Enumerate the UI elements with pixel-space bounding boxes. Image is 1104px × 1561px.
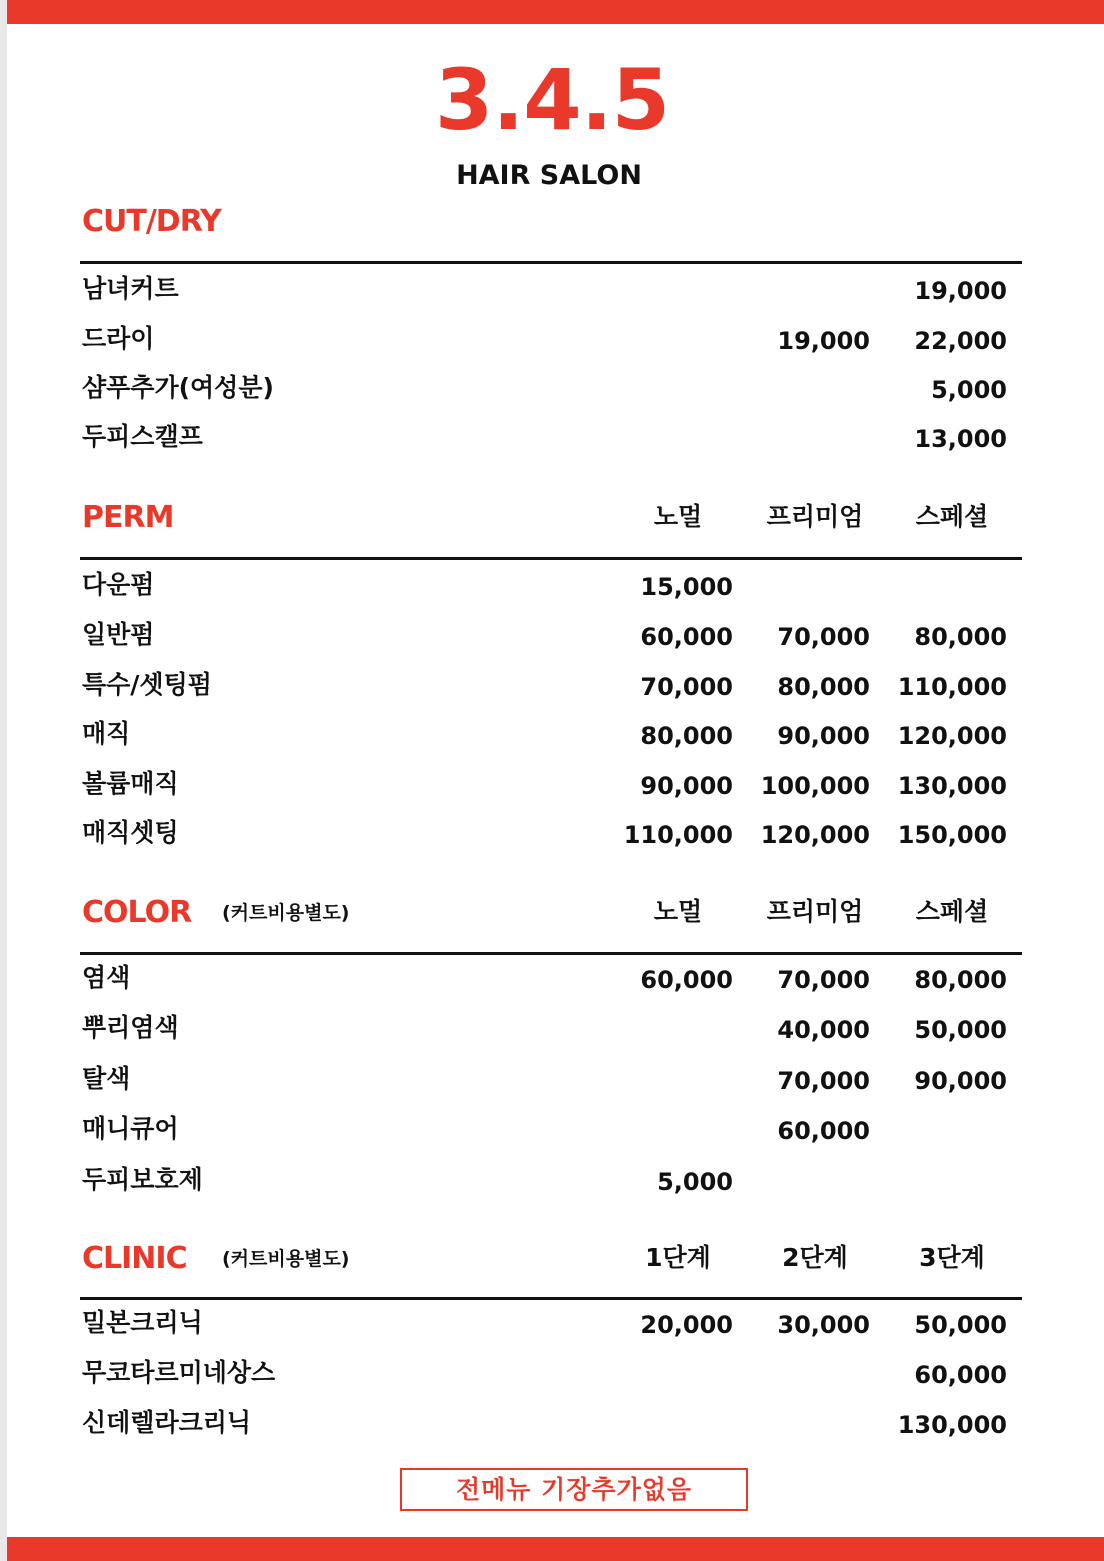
menu-item-name: 드라이: [82, 324, 155, 353]
menu-item-name: 일반펌: [82, 620, 155, 649]
menu-item-name: 매직: [82, 719, 131, 748]
price-col1: 60,000: [640, 966, 733, 994]
section-title: CUT/DRY: [82, 204, 221, 239]
price-col1: 110,000: [623, 821, 733, 849]
section-clinic: [80, 1243, 1022, 1450]
menu-row: [80, 1005, 1022, 1056]
menu-row: [80, 1056, 1022, 1107]
menu-item-name: 볼륨매직: [82, 768, 179, 798]
menu-item-name: 신데렐라크리닉: [82, 1408, 252, 1437]
price-col1: 60,000: [640, 623, 733, 651]
menu-item-name: 남녀커트: [82, 274, 179, 303]
column-header-normal: 노멀: [653, 897, 703, 926]
column-header-premium: 프리미엄: [766, 897, 864, 926]
price-col2: 90,000: [777, 722, 870, 750]
menu-row: [80, 1157, 1022, 1208]
section-note: (커트비용별도): [222, 902, 350, 924]
column-header-step3: 3단계: [919, 1243, 985, 1272]
price-col3: 60,000: [914, 1361, 1007, 1389]
price-col3: 50,000: [914, 1016, 1007, 1044]
menu-item-name: 특수/셋팅펌: [82, 669, 212, 699]
menu-row: [80, 560, 1022, 612]
bottom-accent-bar: [7, 1537, 1104, 1561]
menu-row: [80, 316, 1022, 365]
price-col3: 80,000: [914, 623, 1007, 651]
price-col1: 15,000: [640, 573, 733, 601]
menu-row: [80, 955, 1022, 1005]
price-col3: 90,000: [914, 1066, 1007, 1095]
price-col3: 22,000: [914, 327, 1007, 355]
salon-logo: 3.4.5: [434, 51, 670, 149]
menu-row: [80, 711, 1022, 761]
salon-subtitle: HAIR SALON: [456, 160, 642, 191]
footer-notice: 전메뉴 기장추가없음: [400, 1468, 748, 1511]
price-col1: 20,000: [640, 1311, 733, 1339]
price-col1: 80,000: [640, 722, 733, 750]
price-col2: 80,000: [777, 672, 870, 701]
menu-item-name: 밀본크리닉: [82, 1308, 203, 1337]
column-header-special: 스페셜: [915, 897, 989, 926]
price-col2: 100,000: [760, 771, 870, 800]
menu-row: [80, 612, 1022, 662]
price-col2: 19,000: [777, 327, 870, 355]
price-col2: 70,000: [777, 966, 870, 994]
menu-item-name: 뿌리염색: [82, 1013, 179, 1042]
column-header-special: 스페셜: [915, 502, 989, 531]
section-cut-dry: [80, 206, 1022, 463]
section-header: [80, 502, 1022, 542]
price-col2: 40,000: [777, 1016, 870, 1044]
menu-row: [80, 1350, 1022, 1400]
price-col3: 80,000: [914, 966, 1007, 994]
section-header: [80, 206, 1022, 246]
price-col3: 5,000: [931, 376, 1007, 404]
menu-item-name: 다운펌: [82, 570, 155, 599]
section-title: COLOR: [82, 895, 192, 930]
price-col2: 30,000: [777, 1311, 870, 1339]
price-col2: 120,000: [760, 821, 870, 849]
price-col3: 130,000: [897, 1411, 1007, 1439]
price-col3: 120,000: [897, 722, 1007, 750]
menu-item-name: 샴푸추가(여성분): [82, 373, 274, 402]
menu-row: [80, 1300, 1022, 1350]
section-title: PERM: [82, 500, 174, 535]
menu-row: [80, 761, 1022, 811]
column-header-premium: 프리미엄: [766, 502, 864, 531]
top-accent-bar: [7, 0, 1104, 24]
section-color: [80, 897, 1022, 1207]
price-col3: 50,000: [914, 1311, 1007, 1339]
menu-item-name: 매니큐어: [82, 1114, 179, 1143]
section-title: CLINIC: [82, 1241, 187, 1276]
price-col3: 110,000: [897, 672, 1007, 701]
menu-row: [80, 365, 1022, 414]
menu-row: [80, 810, 1022, 860]
menu-item-name: 염색: [82, 963, 131, 992]
price-col2: 70,000: [777, 1066, 870, 1095]
column-header-normal: 노멀: [653, 502, 703, 531]
menu-row: [80, 1106, 1022, 1157]
section-header: [80, 1243, 1022, 1283]
column-header-step1: 1단계: [645, 1243, 711, 1272]
menu-item-name: 두피스캘프: [82, 422, 203, 451]
menu-row: [80, 264, 1022, 316]
price-col3: 130,000: [897, 771, 1007, 800]
section-perm: [80, 502, 1022, 860]
price-col2: 70,000: [777, 623, 870, 651]
section-header: [80, 897, 1022, 937]
price-col1: 5,000: [657, 1167, 733, 1196]
price-col2: 60,000: [777, 1117, 870, 1145]
price-col3: 13,000: [914, 425, 1007, 453]
menu-item-name: 두피보호제: [82, 1164, 203, 1194]
price-col1: 90,000: [640, 771, 733, 800]
menu-item-name: 탈색: [82, 1063, 131, 1093]
menu-row: [80, 662, 1022, 712]
price-col3: 19,000: [914, 277, 1007, 305]
page-edge: [0, 0, 7, 1561]
section-note: (커트비용별도): [222, 1248, 350, 1270]
price-col3: 150,000: [897, 821, 1007, 849]
menu-row: [80, 414, 1022, 463]
column-header-step2: 2단계: [782, 1243, 848, 1272]
menu-row: [80, 1400, 1022, 1450]
menu-item-name: 무코타르미네상스: [82, 1358, 276, 1387]
price-col1: 70,000: [640, 672, 733, 701]
menu-item-name: 매직셋팅: [82, 818, 179, 847]
